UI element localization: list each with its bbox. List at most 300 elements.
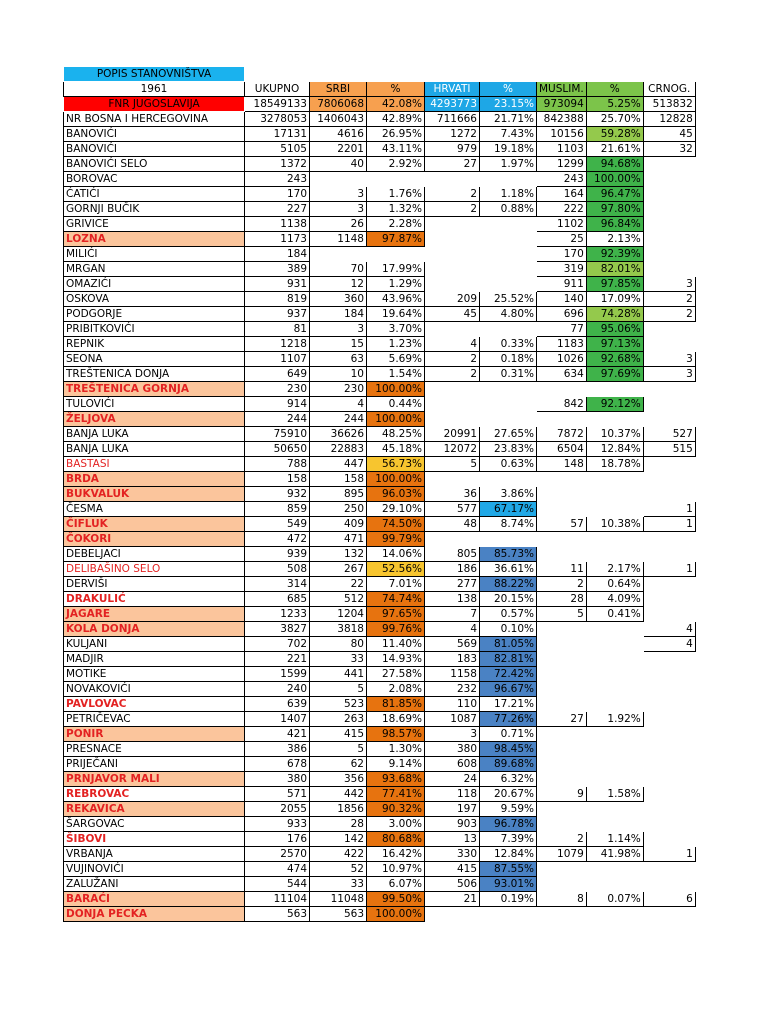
- cell-total[interactable]: 549: [245, 517, 310, 532]
- cell-serbs[interactable]: 563: [310, 907, 367, 922]
- cell-serbs-pct[interactable]: 27.58%: [367, 667, 425, 682]
- cell-muslims[interactable]: 1299: [537, 157, 587, 172]
- cell-muslims[interactable]: [537, 697, 587, 712]
- cell-croats-pct[interactable]: 0.31%: [480, 367, 537, 382]
- cell-muslims[interactable]: [537, 727, 587, 742]
- place-name[interactable]: OMAZIĆI: [64, 277, 245, 292]
- cell-total[interactable]: 240: [245, 682, 310, 697]
- place-name[interactable]: PODGORJE: [64, 307, 245, 322]
- cell-muslims[interactable]: [537, 547, 587, 562]
- cell-total[interactable]: 184: [245, 247, 310, 262]
- cell-serbs-pct[interactable]: 7.01%: [367, 577, 425, 592]
- cell-croats[interactable]: 24: [425, 772, 480, 787]
- cell-serbs[interactable]: 263: [310, 712, 367, 727]
- cell-serbs[interactable]: 11048: [310, 892, 367, 907]
- cell-serbs-pct[interactable]: 16.42%: [367, 847, 425, 862]
- cell-muslims-pct[interactable]: 41.98%: [586, 847, 643, 862]
- cell-muslims-pct[interactable]: [586, 727, 643, 742]
- cell-croats[interactable]: 380: [425, 742, 480, 757]
- cell-serbs[interactable]: 512: [310, 592, 367, 607]
- cell-croats-pct[interactable]: 7.43%: [480, 127, 537, 142]
- cell-serbs-pct[interactable]: 1.54%: [367, 367, 425, 382]
- cell-serbs-pct[interactable]: [367, 172, 425, 187]
- cell-croats[interactable]: 2: [425, 202, 480, 217]
- cell-montenegrins[interactable]: [643, 397, 695, 412]
- cell-muslims-pct[interactable]: 74.28%: [586, 307, 643, 322]
- cell-serbs-pct[interactable]: 14.93%: [367, 652, 425, 667]
- place-name[interactable]: BANJA LUKA: [64, 427, 245, 442]
- cell-serbs[interactable]: 22: [310, 577, 367, 592]
- cell-serbs[interactable]: 132: [310, 547, 367, 562]
- cell-montenegrins[interactable]: [643, 907, 695, 922]
- cell-croats[interactable]: 20991: [425, 427, 480, 442]
- place-name[interactable]: PRNJAVOR MALI: [64, 772, 245, 787]
- cell-croats[interactable]: [425, 277, 480, 292]
- cell-muslims[interactable]: [537, 862, 587, 877]
- cell-serbs[interactable]: 33: [310, 652, 367, 667]
- empty-cell[interactable]: [425, 67, 480, 82]
- cell-croats-pct[interactable]: 98.45%: [480, 742, 537, 757]
- cell-total[interactable]: 788: [245, 457, 310, 472]
- cell-muslims-pct[interactable]: 100.00%: [586, 172, 643, 187]
- place-name[interactable]: DELIBAŠINO SELO: [64, 562, 245, 577]
- cell-total[interactable]: 11104: [245, 892, 310, 907]
- cell-croats[interactable]: 277: [425, 577, 480, 592]
- cell-montenegrins[interactable]: [643, 412, 695, 427]
- cell-serbs-pct[interactable]: 100.00%: [367, 907, 425, 922]
- place-name[interactable]: ŠARGOVAC: [64, 817, 245, 832]
- cell-serbs[interactable]: 28: [310, 817, 367, 832]
- cell-croats-pct[interactable]: 93.01%: [480, 877, 537, 892]
- cell-total[interactable]: 914: [245, 397, 310, 412]
- place-name[interactable]: REBROVAC: [64, 787, 245, 802]
- cell-muslims[interactable]: 57: [537, 517, 587, 532]
- cell-serbs-pct[interactable]: 5.69%: [367, 352, 425, 367]
- cell-serbs-pct[interactable]: 1.76%: [367, 187, 425, 202]
- cell-total[interactable]: 933: [245, 817, 310, 832]
- cell-muslims-pct[interactable]: [586, 802, 643, 817]
- cell-croats-pct[interactable]: [480, 412, 537, 427]
- cell-croats-pct[interactable]: 20.67%: [480, 787, 537, 802]
- cell-serbs[interactable]: 33: [310, 877, 367, 892]
- cell-muslims[interactable]: [537, 412, 587, 427]
- place-name[interactable]: PRIJEČANI: [64, 757, 245, 772]
- cell-muslims[interactable]: [537, 772, 587, 787]
- cell-croats-pct[interactable]: 87.55%: [480, 862, 537, 877]
- cell-croats-pct[interactable]: 0.57%: [480, 607, 537, 622]
- cell-muslims-pct[interactable]: [586, 502, 643, 517]
- cell-croats[interactable]: 2: [425, 187, 480, 202]
- cell-total[interactable]: 819: [245, 292, 310, 307]
- cell-montenegrins[interactable]: [643, 862, 695, 877]
- cell-croats-pct[interactable]: 0.10%: [480, 622, 537, 637]
- cell-montenegrins[interactable]: [643, 532, 695, 547]
- cell-serbs[interactable]: 26: [310, 217, 367, 232]
- cell-croats[interactable]: 45: [425, 307, 480, 322]
- place-name[interactable]: MRGAN: [64, 262, 245, 277]
- cell-muslims-pct[interactable]: 12.84%: [586, 442, 643, 457]
- cell-croats[interactable]: [425, 397, 480, 412]
- cell-serbs-pct[interactable]: 48.25%: [367, 427, 425, 442]
- cell-serbs-pct[interactable]: 96.03%: [367, 487, 425, 502]
- cell-croats-pct[interactable]: [480, 322, 537, 337]
- cell-montenegrins[interactable]: 1: [643, 562, 695, 577]
- cell-serbs[interactable]: 12: [310, 277, 367, 292]
- cell-serbs[interactable]: 1148: [310, 232, 367, 247]
- place-name[interactable]: KOLA DONJA: [64, 622, 245, 637]
- cell-serbs[interactable]: 3: [310, 322, 367, 337]
- cell-total[interactable]: 380: [245, 772, 310, 787]
- place-name[interactable]: MOTIKE: [64, 667, 245, 682]
- cell-croats[interactable]: [425, 217, 480, 232]
- cell-serbs-pct[interactable]: 1.30%: [367, 742, 425, 757]
- cell-montenegrins[interactable]: [643, 877, 695, 892]
- cell-serbs-pct[interactable]: 74.50%: [367, 517, 425, 532]
- cell-total[interactable]: 314: [245, 577, 310, 592]
- place-name[interactable]: GORNJI BUČIK: [64, 202, 245, 217]
- cell-montenegrins[interactable]: [643, 832, 695, 847]
- cell-croats[interactable]: 5: [425, 457, 480, 472]
- cell-serbs[interactable]: 441: [310, 667, 367, 682]
- cell-montenegrins[interactable]: [643, 202, 695, 217]
- cell-serbs-pct[interactable]: 52.56%: [367, 562, 425, 577]
- cell-montenegrins[interactable]: [643, 187, 695, 202]
- cell-croats-pct[interactable]: 19.18%: [480, 142, 537, 157]
- cell-montenegrins[interactable]: [643, 772, 695, 787]
- place-name[interactable]: BANOVIĆI SELO: [64, 157, 245, 172]
- cell-croats-pct[interactable]: [480, 382, 537, 397]
- cell-total[interactable]: 230: [245, 382, 310, 397]
- cell-croats-pct[interactable]: 0.88%: [480, 202, 537, 217]
- cell-serbs-pct[interactable]: 97.87%: [367, 232, 425, 247]
- cell-muslims[interactable]: 696: [537, 307, 587, 322]
- cell-muslims[interactable]: 28: [537, 592, 587, 607]
- place-name[interactable]: DEBELJACI: [64, 547, 245, 562]
- cell-montenegrins[interactable]: [643, 322, 695, 337]
- cell-croats-pct[interactable]: 36.61%: [480, 562, 537, 577]
- cell-muslims-pct[interactable]: [586, 412, 643, 427]
- cell-serbs[interactable]: 4616: [310, 127, 367, 142]
- cell-muslims-pct[interactable]: [586, 877, 643, 892]
- cell-montenegrins[interactable]: [643, 547, 695, 562]
- cell-muslims-pct[interactable]: [586, 532, 643, 547]
- cell-serbs-pct[interactable]: 2.08%: [367, 682, 425, 697]
- place-name[interactable]: ĆATIĆI: [64, 187, 245, 202]
- cell-serbs-pct[interactable]: 100.00%: [367, 472, 425, 487]
- place-name[interactable]: OSKOVA: [64, 292, 245, 307]
- cell-muslims[interactable]: 170: [537, 247, 587, 262]
- place-name[interactable]: ČIFLUK: [64, 517, 245, 532]
- cell-muslims-pct[interactable]: 97.80%: [586, 202, 643, 217]
- cell-croats[interactable]: [425, 532, 480, 547]
- cell-montenegrins[interactable]: 3: [643, 352, 695, 367]
- cell-croats-pct[interactable]: [480, 262, 537, 277]
- cell-serbs[interactable]: 3: [310, 202, 367, 217]
- empty-cell[interactable]: [537, 67, 587, 82]
- cell-muslims[interactable]: [537, 652, 587, 667]
- cell-muslims[interactable]: [537, 802, 587, 817]
- cell-serbs-pct[interactable]: 6.07%: [367, 877, 425, 892]
- cell-serbs-pct[interactable]: 29.10%: [367, 502, 425, 517]
- cell-muslims-pct[interactable]: [586, 697, 643, 712]
- cell-croats-pct[interactable]: 0.71%: [480, 727, 537, 742]
- cell-montenegrins[interactable]: [643, 682, 695, 697]
- cell-muslims-pct[interactable]: 94.68%: [586, 157, 643, 172]
- place-name[interactable]: NOVAKOVIĆI: [64, 682, 245, 697]
- cell-muslims[interactable]: 222: [537, 202, 587, 217]
- cell-serbs-pct[interactable]: 99.79%: [367, 532, 425, 547]
- header-total[interactable]: UKUPNO: [245, 82, 310, 97]
- place-name[interactable]: ŽELJOVA: [64, 412, 245, 427]
- cell-muslims-pct[interactable]: 97.69%: [586, 367, 643, 382]
- cell-total[interactable]: 3827: [245, 622, 310, 637]
- cell-montenegrins[interactable]: 6: [643, 892, 695, 907]
- cell-croats[interactable]: 209: [425, 292, 480, 307]
- country-croats-pct[interactable]: 23.15%: [480, 97, 537, 112]
- cell-montenegrins[interactable]: [643, 712, 695, 727]
- cell-serbs-pct[interactable]: 56.73%: [367, 457, 425, 472]
- cell-muslims[interactable]: [537, 667, 587, 682]
- cell-serbs[interactable]: 422: [310, 847, 367, 862]
- cell-croats-pct[interactable]: 12.84%: [480, 847, 537, 862]
- cell-croats-pct[interactable]: 77.26%: [480, 712, 537, 727]
- cell-croats-pct[interactable]: 1.18%: [480, 187, 537, 202]
- country-name[interactable]: FNR JUGOSLAVIJA: [64, 97, 245, 112]
- cell-montenegrins[interactable]: [643, 172, 695, 187]
- cell-serbs[interactable]: 447: [310, 457, 367, 472]
- cell-total[interactable]: 176: [245, 832, 310, 847]
- cell-total[interactable]: 563: [245, 907, 310, 922]
- place-name[interactable]: BANOVIĆI: [64, 142, 245, 157]
- place-name[interactable]: NR BOSNA I HERCEGOVINA: [64, 112, 245, 127]
- cell-total[interactable]: 221: [245, 652, 310, 667]
- cell-croats[interactable]: 232: [425, 682, 480, 697]
- cell-montenegrins[interactable]: 1: [643, 502, 695, 517]
- cell-serbs[interactable]: [310, 172, 367, 187]
- cell-serbs[interactable]: 62: [310, 757, 367, 772]
- place-name[interactable]: BARAĆI: [64, 892, 245, 907]
- cell-muslims-pct[interactable]: 97.85%: [586, 277, 643, 292]
- cell-montenegrins[interactable]: 12828: [643, 112, 695, 127]
- cell-croats[interactable]: 13: [425, 832, 480, 847]
- cell-muslims[interactable]: 77: [537, 322, 587, 337]
- cell-croats-pct[interactable]: 89.68%: [480, 757, 537, 772]
- cell-serbs-pct[interactable]: [367, 247, 425, 262]
- cell-serbs[interactable]: 415: [310, 727, 367, 742]
- cell-serbs-pct[interactable]: 1.23%: [367, 337, 425, 352]
- cell-serbs-pct[interactable]: 100.00%: [367, 382, 425, 397]
- cell-croats[interactable]: 2: [425, 352, 480, 367]
- cell-serbs-pct[interactable]: 99.50%: [367, 892, 425, 907]
- cell-muslims[interactable]: 5: [537, 607, 587, 622]
- cell-total[interactable]: 3278053: [245, 112, 310, 127]
- cell-montenegrins[interactable]: [643, 787, 695, 802]
- cell-total[interactable]: 649: [245, 367, 310, 382]
- cell-serbs[interactable]: 360: [310, 292, 367, 307]
- cell-serbs-pct[interactable]: 0.44%: [367, 397, 425, 412]
- cell-muslims[interactable]: 2: [537, 577, 587, 592]
- cell-muslims-pct[interactable]: 2.13%: [586, 232, 643, 247]
- cell-total[interactable]: 158: [245, 472, 310, 487]
- cell-croats[interactable]: [425, 262, 480, 277]
- place-name[interactable]: MADJIR: [64, 652, 245, 667]
- place-name[interactable]: TREŠTENICA GORNJA: [64, 382, 245, 397]
- cell-montenegrins[interactable]: [643, 817, 695, 832]
- cell-serbs-pct[interactable]: 2.28%: [367, 217, 425, 232]
- cell-muslims[interactable]: 911: [537, 277, 587, 292]
- cell-serbs-pct[interactable]: 43.96%: [367, 292, 425, 307]
- cell-serbs[interactable]: 15: [310, 337, 367, 352]
- cell-total[interactable]: 81: [245, 322, 310, 337]
- cell-croats[interactable]: 4: [425, 622, 480, 637]
- cell-croats[interactable]: [425, 382, 480, 397]
- cell-croats[interactable]: 2: [425, 367, 480, 382]
- cell-muslims[interactable]: 25: [537, 232, 587, 247]
- cell-montenegrins[interactable]: [643, 457, 695, 472]
- cell-croats-pct[interactable]: 3.86%: [480, 487, 537, 502]
- cell-total[interactable]: 389: [245, 262, 310, 277]
- cell-total[interactable]: 1233: [245, 607, 310, 622]
- cell-serbs[interactable]: 3: [310, 187, 367, 202]
- cell-muslims-pct[interactable]: [586, 817, 643, 832]
- cell-montenegrins[interactable]: 2: [643, 292, 695, 307]
- cell-muslims[interactable]: 164: [537, 187, 587, 202]
- cell-croats[interactable]: 1158: [425, 667, 480, 682]
- cell-croats[interactable]: 506: [425, 877, 480, 892]
- cell-serbs[interactable]: 2201: [310, 142, 367, 157]
- country-muslims-pct[interactable]: 5.25%: [586, 97, 643, 112]
- cell-croats-pct[interactable]: 23.83%: [480, 442, 537, 457]
- cell-croats-pct[interactable]: [480, 277, 537, 292]
- place-name[interactable]: PETRIČEVAC: [64, 712, 245, 727]
- census-year[interactable]: 1961: [64, 82, 245, 97]
- cell-serbs[interactable]: 1406043: [310, 112, 367, 127]
- cell-muslims-pct[interactable]: 4.09%: [586, 592, 643, 607]
- cell-total[interactable]: 685: [245, 592, 310, 607]
- cell-croats-pct[interactable]: 8.74%: [480, 517, 537, 532]
- cell-muslims-pct[interactable]: [586, 667, 643, 682]
- cell-muslims[interactable]: 1183: [537, 337, 587, 352]
- cell-total[interactable]: 1599: [245, 667, 310, 682]
- cell-croats-pct[interactable]: 82.81%: [480, 652, 537, 667]
- cell-muslims-pct[interactable]: [586, 907, 643, 922]
- cell-montenegrins[interactable]: 3: [643, 277, 695, 292]
- cell-montenegrins[interactable]: 1: [643, 517, 695, 532]
- cell-croats-pct[interactable]: 6.32%: [480, 772, 537, 787]
- cell-montenegrins[interactable]: [643, 607, 695, 622]
- cell-croats-pct[interactable]: [480, 232, 537, 247]
- cell-muslims[interactable]: [537, 472, 587, 487]
- empty-cell[interactable]: [480, 67, 537, 82]
- cell-croats-pct[interactable]: 72.42%: [480, 667, 537, 682]
- cell-montenegrins[interactable]: [643, 247, 695, 262]
- cell-croats[interactable]: 979: [425, 142, 480, 157]
- cell-muslims[interactable]: [537, 757, 587, 772]
- cell-muslims-pct[interactable]: [586, 772, 643, 787]
- cell-serbs-pct[interactable]: 9.14%: [367, 757, 425, 772]
- cell-croats-pct[interactable]: [480, 217, 537, 232]
- place-name[interactable]: ČOKORI: [64, 532, 245, 547]
- cell-croats[interactable]: 1087: [425, 712, 480, 727]
- place-name[interactable]: PRIBITKOVIĆI: [64, 322, 245, 337]
- cell-muslims[interactable]: [537, 682, 587, 697]
- cell-croats-pct[interactable]: 4.80%: [480, 307, 537, 322]
- cell-croats[interactable]: 4: [425, 337, 480, 352]
- cell-serbs[interactable]: 22883: [310, 442, 367, 457]
- cell-serbs[interactable]: 70: [310, 262, 367, 277]
- cell-croats-pct[interactable]: 96.67%: [480, 682, 537, 697]
- cell-montenegrins[interactable]: [643, 667, 695, 682]
- place-name[interactable]: KULJANI: [64, 637, 245, 652]
- cell-croats[interactable]: 138: [425, 592, 480, 607]
- cell-muslims-pct[interactable]: 1.14%: [586, 832, 643, 847]
- cell-montenegrins[interactable]: 527: [643, 427, 695, 442]
- place-name[interactable]: LOZNA: [64, 232, 245, 247]
- cell-muslims-pct[interactable]: 92.68%: [586, 352, 643, 367]
- place-name[interactable]: BOROVAC: [64, 172, 245, 187]
- cell-serbs[interactable]: 52: [310, 862, 367, 877]
- cell-muslims[interactable]: [537, 877, 587, 892]
- cell-muslims[interactable]: 6504: [537, 442, 587, 457]
- cell-montenegrins[interactable]: [643, 577, 695, 592]
- place-name[interactable]: ČESMA: [64, 502, 245, 517]
- place-name[interactable]: TREŠTENICA DONJA: [64, 367, 245, 382]
- cell-muslims-pct[interactable]: [586, 637, 643, 652]
- cell-montenegrins[interactable]: [643, 757, 695, 772]
- cell-serbs-pct[interactable]: 3.70%: [367, 322, 425, 337]
- cell-croats-pct[interactable]: 0.33%: [480, 337, 537, 352]
- cell-serbs-pct[interactable]: 77.41%: [367, 787, 425, 802]
- country-croats[interactable]: 4293773: [425, 97, 480, 112]
- cell-muslims-pct[interactable]: [586, 862, 643, 877]
- cell-croats[interactable]: [425, 907, 480, 922]
- cell-croats[interactable]: [425, 472, 480, 487]
- cell-total[interactable]: 472: [245, 532, 310, 547]
- cell-montenegrins[interactable]: [643, 232, 695, 247]
- place-name[interactable]: ZALUŽANI: [64, 877, 245, 892]
- header-croats[interactable]: HRVATI: [425, 82, 480, 97]
- cell-croats-pct[interactable]: [480, 397, 537, 412]
- place-name[interactable]: BANOVIĆI: [64, 127, 245, 142]
- cell-total[interactable]: 571: [245, 787, 310, 802]
- cell-montenegrins[interactable]: 32: [643, 142, 695, 157]
- place-name[interactable]: REKAVICA: [64, 802, 245, 817]
- cell-montenegrins[interactable]: [643, 727, 695, 742]
- cell-muslims-pct[interactable]: 97.13%: [586, 337, 643, 352]
- cell-croats-pct[interactable]: 9.59%: [480, 802, 537, 817]
- cell-total[interactable]: 859: [245, 502, 310, 517]
- cell-total[interactable]: 1138: [245, 217, 310, 232]
- cell-croats[interactable]: 110: [425, 697, 480, 712]
- cell-muslims[interactable]: 140: [537, 292, 587, 307]
- cell-serbs[interactable]: [310, 247, 367, 262]
- place-name[interactable]: BUKVALUK: [64, 487, 245, 502]
- cell-serbs[interactable]: 409: [310, 517, 367, 532]
- cell-croats[interactable]: [425, 247, 480, 262]
- cell-serbs-pct[interactable]: 11.40%: [367, 637, 425, 652]
- place-name[interactable]: GRIVICE: [64, 217, 245, 232]
- cell-serbs-pct[interactable]: 18.69%: [367, 712, 425, 727]
- cell-total[interactable]: 386: [245, 742, 310, 757]
- cell-montenegrins[interactable]: [643, 472, 695, 487]
- cell-muslims-pct[interactable]: 25.70%: [586, 112, 643, 127]
- cell-total[interactable]: 1372: [245, 157, 310, 172]
- place-name[interactable]: PAVLOVAC: [64, 697, 245, 712]
- cell-montenegrins[interactable]: 4: [643, 637, 695, 652]
- cell-muslims-pct[interactable]: 59.28%: [586, 127, 643, 142]
- cell-croats[interactable]: 48: [425, 517, 480, 532]
- place-name[interactable]: VRBANJA: [64, 847, 245, 862]
